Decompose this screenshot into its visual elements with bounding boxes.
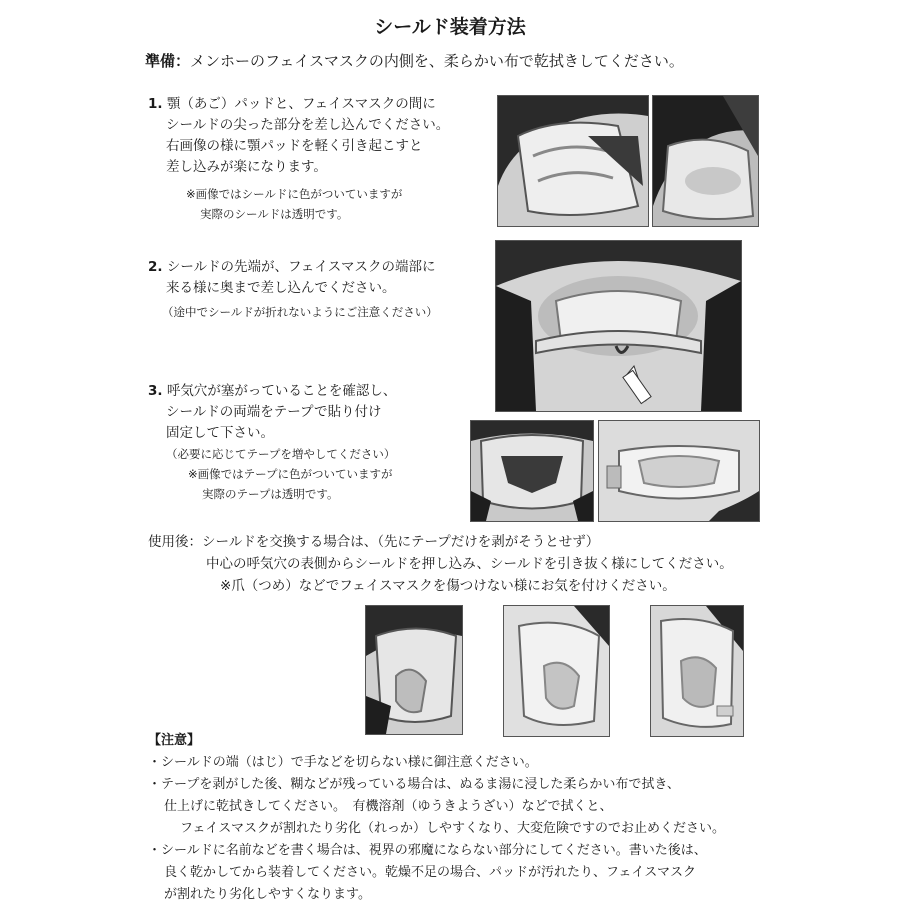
step-3-line: 呼気穴が塞がっていることを確認し、 — [166, 383, 397, 399]
step-2-note: （途中でシールドが折れないようにご注意ください） — [162, 305, 438, 319]
after-use-photo-1 — [365, 605, 463, 735]
step-3-photo-right — [598, 420, 760, 522]
step-3-photo-left — [470, 420, 594, 522]
caution-line: ・テープを剥がした後、糊などが残っている場合は、ぬるま湯に浸した柔らかい布で拭き、 — [148, 777, 680, 792]
caution-line: が割れたり劣化しやすくなります。 — [164, 887, 371, 902]
step-1-line: シールドの尖った部分を差し込んでください。 — [166, 117, 450, 133]
caution-line: 良く乾かしてから装着してください。乾燥不足の場合、パッドが汚れたり、フェイスマスク — [164, 865, 696, 880]
after-use-line: ※爪（つめ）などでフェイスマスクを傷つけない様にお気を付けください。 — [220, 578, 676, 594]
step-3-note — [166, 444, 395, 504]
after-use-label: 使用後： — [148, 534, 202, 550]
step-1-note — [186, 184, 402, 224]
caution-heading: 【注意】 — [148, 733, 201, 748]
caution-line: 仕上げに乾拭きしてください。 有機溶剤（ゆうきようざい）などで拭くと、 — [164, 799, 613, 814]
preparation-label: 準備： — [145, 52, 191, 70]
caution-line: ・シールドの端（はじ）で手などを切らない様に御注意ください。 — [148, 755, 538, 770]
step-2-line: 来る様に奥まで差し込んでください。 — [166, 280, 396, 296]
step-3-note-line: 実際のテープは透明です。 — [202, 487, 339, 501]
after-use-section — [148, 531, 733, 597]
step-2-number: 2. — [148, 259, 163, 275]
caution-line: ・シールドに名前などを書く場合は、視界の邪魔にならない部分にしてください。書いた後は、 — [148, 843, 707, 858]
step-3-text — [148, 381, 396, 444]
preparation-text: メンホーのフェイスマスクの内側を、柔らかい布で乾拭きしてください。 — [190, 52, 684, 70]
caution-section — [148, 730, 725, 906]
step-3-note-line: ※画像ではテープに色がついていますが — [188, 467, 393, 481]
after-use-line: シールドを交換する場合は、（先にテープだけを剥がそうとせず） — [202, 534, 600, 550]
step-1-line: 顎（あご）パッドと、フェイスマスクの間に — [166, 96, 436, 112]
step-3-number: 3. — [148, 383, 163, 399]
after-use-photo-3 — [650, 605, 744, 737]
step-1-line: 右画像の様に顎パッドを軽く引き起こすと — [166, 138, 423, 154]
preparation-line — [145, 50, 684, 71]
step-1-photo-left — [497, 95, 649, 227]
step-3-line: シールドの両端をテープで貼り付け — [166, 404, 382, 420]
page-title: シールド装着方法 — [374, 16, 526, 38]
step-1-photo-right — [652, 95, 759, 227]
step-2-line: シールドの先端が、フェイスマスクの端部に — [166, 259, 436, 275]
step-2-photo — [495, 240, 742, 412]
step-3-note-line: （必要に応じてテープを増やしてください） — [166, 447, 396, 461]
step-3-line: 固定して下さい。 — [166, 425, 274, 441]
step-1-text — [148, 94, 449, 178]
step-1-number: 1. — [148, 96, 163, 112]
after-use-photo-2 — [503, 605, 610, 737]
after-use-line: 中心の呼気穴の表側からシールドを押し込み、シールドを引き抜く様にしてください。 — [206, 556, 733, 572]
step-1-line: 差し込みが楽になります。 — [166, 159, 327, 175]
step-1-note-line: ※画像ではシールドに色がついていますが — [186, 187, 403, 201]
caution-line: フェイスマスクが割れたり劣化（れっか）しやすくなり、大変危険ですのでお止めください。 — [180, 821, 725, 836]
step-1-note-line: 実際のシールドは透明です。 — [200, 207, 349, 221]
step-2-text — [148, 257, 435, 299]
